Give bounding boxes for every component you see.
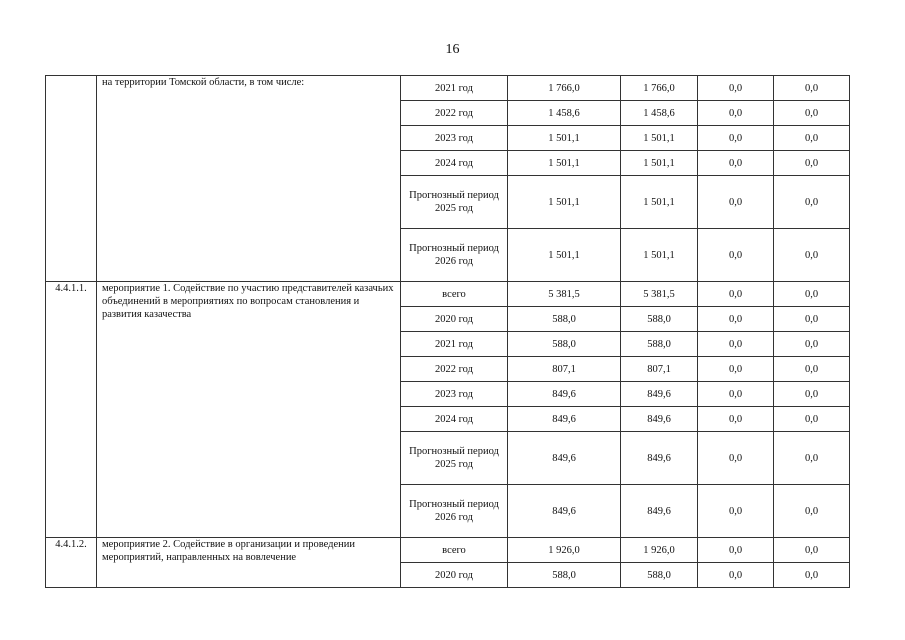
amount-cell: 0,0 [774, 382, 850, 407]
amount-cell: 0,0 [698, 126, 774, 151]
amount-cell: 1 458,6 [508, 101, 621, 126]
amount-cell: 849,6 [508, 407, 621, 432]
period-cell: Прогнозный период 2025 год [401, 432, 508, 485]
amount-cell: 0,0 [698, 538, 774, 563]
period-cell: Прогнозный период 2026 год [401, 485, 508, 538]
amount-cell: 0,0 [698, 101, 774, 126]
period-cell: 2020 год [401, 307, 508, 332]
period-cell: 2020 год [401, 563, 508, 588]
table-row [46, 282, 850, 307]
amount-cell: 0,0 [698, 282, 774, 307]
amount-cell: 588,0 [621, 307, 698, 332]
activity-description-cell: мероприятие 1. Содействие по участию представителей казачьих объединений в мероприятиях по вопросам становления и развития казачества [97, 282, 401, 538]
amount-cell: 1 501,1 [508, 151, 621, 176]
amount-cell: 1 501,1 [508, 176, 621, 229]
amount-cell: 588,0 [621, 332, 698, 357]
amount-cell: 0,0 [774, 563, 850, 588]
amount-cell: 0,0 [698, 357, 774, 382]
amount-cell: 0,0 [698, 332, 774, 357]
period-cell: 2022 год [401, 101, 508, 126]
table-row [46, 538, 850, 563]
amount-cell: 807,1 [621, 357, 698, 382]
amount-cell: 0,0 [774, 485, 850, 538]
amount-cell: 1 926,0 [621, 538, 698, 563]
amount-cell: 849,6 [621, 432, 698, 485]
amount-cell: 0,0 [774, 307, 850, 332]
amount-cell: 0,0 [698, 229, 774, 282]
amount-cell: 849,6 [621, 485, 698, 538]
amount-cell: 0,0 [698, 432, 774, 485]
amount-cell: 5 381,5 [508, 282, 621, 307]
period-cell: 2021 год [401, 76, 508, 101]
amount-cell: 849,6 [508, 432, 621, 485]
budget-table [45, 75, 850, 588]
activity-description-cell: мероприятие 2. Содействие в организации и проведении мероприятий, направленных на вовлечение [97, 538, 401, 588]
page-number: 16 [445, 42, 460, 57]
amount-cell: 849,6 [621, 382, 698, 407]
amount-cell: 0,0 [774, 76, 850, 101]
amount-cell: 849,6 [508, 382, 621, 407]
period-cell: Прогнозный период 2025 год [401, 176, 508, 229]
table-body [46, 76, 850, 588]
amount-cell: 0,0 [698, 407, 774, 432]
amount-cell: 849,6 [508, 485, 621, 538]
amount-cell: 0,0 [698, 485, 774, 538]
amount-cell: 1 766,0 [508, 76, 621, 101]
amount-cell: 5 381,5 [621, 282, 698, 307]
period-cell: 2021 год [401, 332, 508, 357]
amount-cell: 588,0 [508, 563, 621, 588]
period-cell: 2023 год [401, 382, 508, 407]
amount-cell: 588,0 [508, 332, 621, 357]
amount-cell: 1 501,1 [508, 126, 621, 151]
period-cell: Прогнозный период 2026 год [401, 229, 508, 282]
period-cell: 2023 год [401, 126, 508, 151]
amount-cell: 0,0 [774, 432, 850, 485]
amount-cell: 0,0 [698, 307, 774, 332]
amount-cell: 0,0 [774, 101, 850, 126]
amount-cell: 0,0 [774, 282, 850, 307]
amount-cell: 807,1 [508, 357, 621, 382]
amount-cell: 0,0 [774, 538, 850, 563]
activity-code-cell: 4.4.1.2. [46, 538, 97, 588]
amount-cell: 588,0 [621, 563, 698, 588]
amount-cell: 588,0 [508, 307, 621, 332]
activity-description-cell: на территории Томской области, в том числе: [97, 76, 401, 282]
amount-cell: 0,0 [774, 229, 850, 282]
amount-cell: 0,0 [698, 76, 774, 101]
amount-cell: 0,0 [698, 176, 774, 229]
amount-cell: 0,0 [698, 382, 774, 407]
amount-cell: 1 501,1 [508, 229, 621, 282]
amount-cell: 1 501,1 [621, 229, 698, 282]
table-row [46, 76, 850, 101]
amount-cell: 0,0 [774, 407, 850, 432]
amount-cell: 1 766,0 [621, 76, 698, 101]
activity-code-cell: 4.4.1.1. [46, 282, 97, 538]
amount-cell: 0,0 [774, 151, 850, 176]
amount-cell: 1 458,6 [621, 101, 698, 126]
amount-cell: 0,0 [774, 332, 850, 357]
period-cell: 2024 год [401, 151, 508, 176]
activity-code-cell [46, 76, 97, 282]
amount-cell: 1 501,1 [621, 151, 698, 176]
period-cell: всего [401, 282, 508, 307]
period-cell: всего [401, 538, 508, 563]
amount-cell: 1 926,0 [508, 538, 621, 563]
amount-cell: 1 501,1 [621, 126, 698, 151]
amount-cell: 849,6 [621, 407, 698, 432]
amount-cell: 0,0 [774, 176, 850, 229]
amount-cell: 0,0 [774, 126, 850, 151]
period-cell: 2024 год [401, 407, 508, 432]
amount-cell: 0,0 [698, 563, 774, 588]
period-cell: 2022 год [401, 357, 508, 382]
amount-cell: 0,0 [774, 357, 850, 382]
amount-cell: 1 501,1 [621, 176, 698, 229]
amount-cell: 0,0 [698, 151, 774, 176]
